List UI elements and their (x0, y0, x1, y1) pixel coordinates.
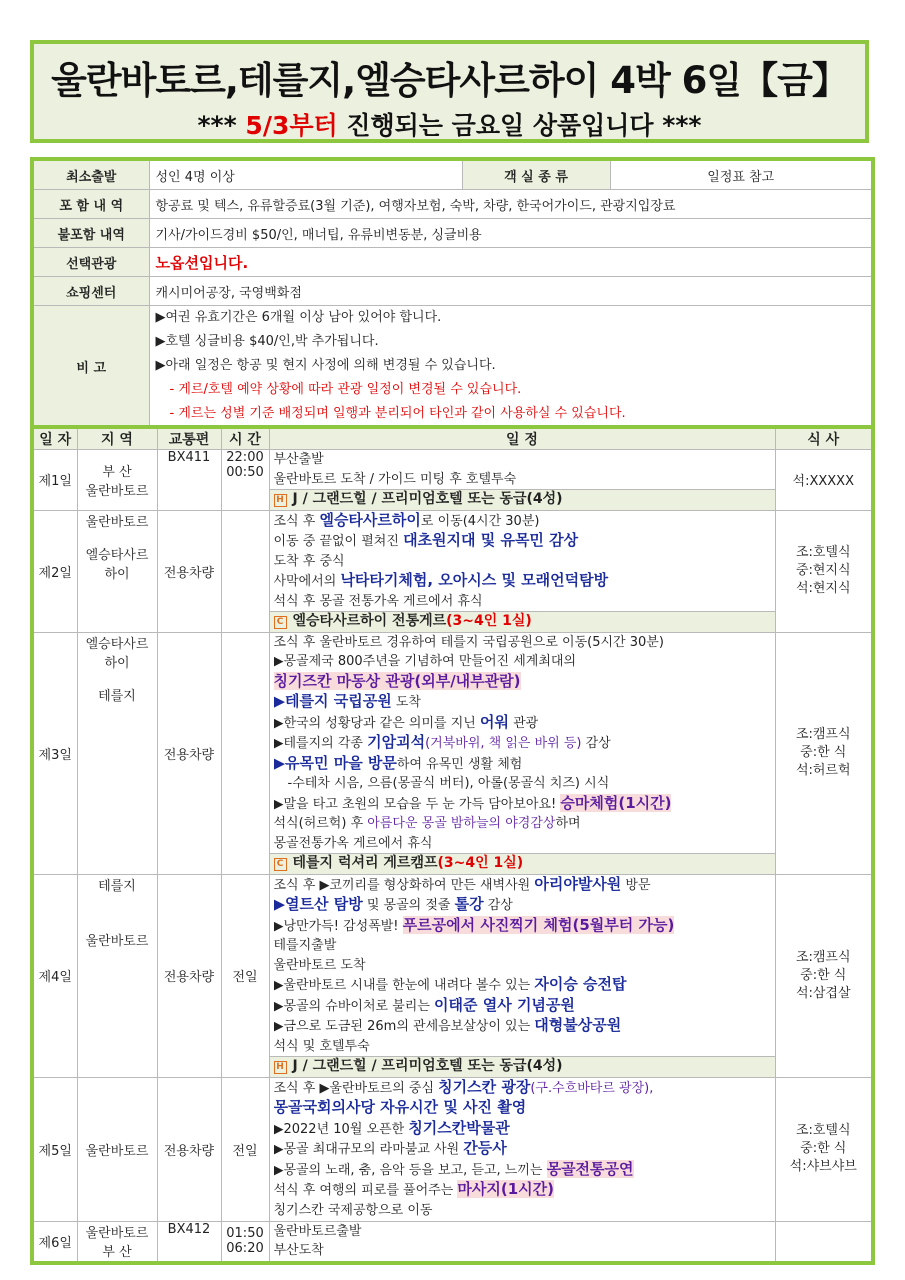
text: 감상 (483, 898, 513, 913)
transport: BX411 (157, 450, 221, 511)
note-item: ▶여권 유효기간은 6개월 이상 남아 있어야 합니다. (155, 310, 442, 325)
day-label: 제1일 (32, 450, 77, 511)
note-item-warning: - 게르/호텔 예약 상황에 따라 관광 일정이 변경될 수 있습니다. (169, 382, 522, 397)
meal-line: 석:현지식 (795, 581, 851, 596)
meal-line: 중:한 식 (800, 1141, 847, 1156)
day-row-5 (32, 1077, 873, 1221)
text: 이동 중 끝없이 펼쳐진 (273, 534, 404, 549)
day-label: 제4일 (32, 874, 77, 1077)
optional-tour-value: 노옵션입니다. (149, 248, 873, 277)
notes-row (32, 306, 873, 429)
schedule-line: 울란바토르출발 (273, 1223, 362, 1239)
meals (775, 632, 873, 874)
day-label: 제2일 (32, 510, 77, 632)
meal-line: 중:한 식 (800, 745, 847, 760)
text: 사막에서의 (273, 574, 341, 589)
region (77, 874, 157, 1077)
accommodation-line (270, 1056, 775, 1077)
excluded-row (32, 219, 873, 248)
schedule-line (274, 895, 775, 916)
schedule-detail (269, 632, 775, 874)
schedule-line (274, 1180, 775, 1201)
col-header-time: 시 간 (221, 427, 269, 450)
text: 석식(허르헉) 후 (273, 816, 368, 831)
region: 울란바토르 (77, 1077, 157, 1221)
day-row-1 (32, 450, 873, 511)
min-departure-label: 최소출발 (32, 159, 149, 190)
room-type-label: 객 실 종 류 (462, 159, 610, 190)
schedule-line: 석식 후 몽골 전통가옥 게르에서 휴식 (273, 593, 483, 609)
note-text: 아름다운 몽골 밤하늘의 야경감상 (367, 816, 556, 831)
highlight-text: 푸르공에서 사진찍기 체험(5월부터 가능) (402, 915, 675, 934)
schedule-line (274, 713, 775, 734)
schedule-line: 울란바토르 도착 / 가이드 미팅 후 호텔투숙 (273, 471, 517, 487)
highlight-text: 몽골국회의사당 자유시간 및 사진 촬영 (273, 1098, 527, 1116)
col-header-transport: 교통편 (157, 427, 221, 450)
itinerary-table (30, 425, 875, 1265)
region-line: 하이 (104, 566, 130, 582)
text: ▶한국의 성황당과 같은 의미를 지닌 (273, 715, 480, 731)
col-header-region: 지 역 (77, 427, 157, 450)
text: ▶몽골의 노래, 춤, 음악 등을 보고, 듣고, 느끼는 (273, 1162, 547, 1178)
schedule-detail (269, 1077, 775, 1221)
subtitle-prefix: *** (197, 111, 246, 140)
highlight-text: 아리야발사원 (534, 874, 622, 893)
highlight-text: 톨강 (454, 895, 484, 913)
region (77, 450, 157, 511)
highlight-text: 낙타타기체험, 오아시스 및 모래언덕탐방 (340, 571, 609, 589)
day-label: 제6일 (32, 1221, 77, 1263)
region-line: 하이 (104, 655, 130, 671)
time (221, 632, 269, 874)
text: 관광 (508, 715, 539, 731)
schedule-detail (269, 1221, 775, 1263)
text: 로 이동(4시간 30분) (420, 513, 540, 529)
schedule-detail (269, 450, 775, 511)
region-line: 부 산 (102, 464, 132, 480)
schedule-line (274, 1078, 775, 1099)
transport: 전용차량 (157, 632, 221, 874)
schedule-line (274, 754, 775, 775)
highlight-text: 승마체험(1시간) (560, 793, 672, 812)
schedule-line (274, 916, 775, 937)
room-type-value: 일정표 참고 (610, 159, 873, 190)
time-line: 22:00 (226, 450, 264, 465)
schedule-line (274, 733, 775, 754)
day-row-6 (32, 1221, 873, 1263)
included-value: 항공료 및 텍스, 유류할증료(3월 기준), 여행자보험, 숙박, 차량, 한국어가이드, 관광지입장료 (149, 190, 873, 219)
highlight-text: 어워 (479, 712, 509, 731)
text: 하여 유목민 생활 체험 (396, 756, 523, 772)
text: 도착 (391, 695, 421, 710)
schedule-line: ▶몽골제국 800주년을 기념하여 만들어진 세계최대의 (273, 654, 577, 669)
schedule-line: 부산출발 (273, 452, 324, 467)
text: 하며 (555, 816, 581, 831)
schedule-line: 울란바토르 도착 (273, 957, 366, 973)
schedule-line (274, 1016, 775, 1037)
highlight-text: 칭기스칸 광장 (438, 1077, 531, 1096)
accommodation-text: J / 그랜드힐 / 프리미엄호텔 또는 동급(4성) (292, 1058, 563, 1074)
text: ▶테를지의 각종 (273, 736, 368, 751)
meals (775, 510, 873, 632)
highlight-text: 엘승타사르하이 (319, 510, 421, 529)
time (221, 510, 269, 632)
text: 방문 (621, 877, 651, 893)
info-table (30, 157, 875, 430)
time: 전일 (221, 874, 269, 1077)
highlight-text: 몽골전통공연 (546, 1159, 634, 1178)
region-line: 울란바토르 (85, 1226, 149, 1241)
day-label: 제3일 (32, 632, 77, 874)
schedule-line: 부산도착 (273, 1243, 324, 1258)
accommodation-text: J / 그랜드힐 / 프리미엄호텔 또는 동급(4성) (292, 491, 563, 507)
camp-icon: C (274, 616, 287, 629)
region (77, 1221, 157, 1263)
excluded-label: 불포함 내역 (32, 219, 149, 248)
text: ▶금으로 도금된 26m의 관세음보살상이 있는 (273, 1019, 535, 1034)
text: 조식 후 (273, 513, 320, 529)
page-title: 울란바토르,테를지,엘승타사르하이 4박 6일【금】 (51, 59, 848, 102)
text: ▶몽골 최대규모의 라마불교 사원 (273, 1142, 464, 1157)
shopping-row (32, 277, 873, 306)
schedule-line: -수테차 시음, 으름(몽골식 버터), 아롤(몽골식 치즈) 시식 (287, 776, 610, 791)
text: ▶2022년 10월 오픈한 (273, 1121, 409, 1137)
region-line: 울란바토르 (85, 933, 149, 949)
highlight-text: 마사지(1시간) (457, 1180, 555, 1198)
included-label: 포 함 내 역 (32, 190, 149, 219)
meals (775, 1077, 873, 1221)
room-note: (3~4인 1실) (446, 613, 532, 629)
region (77, 632, 157, 874)
title-banner (30, 40, 869, 143)
region (77, 510, 157, 632)
day-row-2 (32, 510, 873, 632)
accommodation-text: 엘승타사르하이 전통게르 (292, 613, 447, 629)
highlight-text: ▶테를지 국립공원 (273, 692, 392, 710)
region-line: 부 산 (102, 1245, 132, 1260)
schedule-line: 조식 후 울란바토르 경유하여 테를지 국립공원으로 이동(5시간 30분) (273, 634, 664, 650)
highlight-text: 자이승 승전탑 (534, 975, 627, 993)
accommodation-line (270, 489, 775, 510)
schedule-line (274, 1139, 775, 1160)
page-subtitle (34, 106, 865, 142)
text: ▶울란바토르 시내를 한눈에 내려다 볼수 있는 (273, 978, 535, 993)
text: 석식 후 여행의 피로를 풀어주는 (273, 1183, 458, 1198)
shopping-label: 쇼핑센터 (32, 277, 149, 306)
day-label: 제5일 (32, 1077, 77, 1221)
schedule-line: 석식 및 호텔투숙 (273, 1038, 370, 1054)
meal-line: 석:삼겹살 (795, 985, 851, 1001)
meal-line: 석:샤브샤브 (789, 1159, 857, 1174)
highlight-text: 기암괴석 (367, 733, 426, 751)
schedule-line (274, 794, 775, 815)
highlight-text: 칭기즈칸 마동상 관광(외부/내부관람) (273, 671, 521, 690)
region-line: 울란바토르 (85, 514, 149, 530)
text: 조식 후 ▶울란바토르의 중심 (273, 1080, 439, 1096)
excluded-value: 기사/가이드경비 $50/인, 매너팁, 유류비변동분, 싱글비용 (149, 219, 873, 248)
meal-line: 조:캠프식 (795, 949, 851, 965)
schedule-line: 테를지출발 (273, 938, 337, 953)
time (221, 1221, 269, 1263)
schedule-line (274, 672, 775, 693)
notes-list (149, 306, 873, 429)
region-line: 울란바토르 (85, 483, 149, 499)
itinerary-header-row (32, 427, 873, 450)
col-header-day: 일 자 (32, 427, 77, 450)
min-departure-value: 성인 4명 이상 (149, 159, 462, 190)
schedule-line (274, 996, 775, 1017)
text: 조식 후 ▶코끼리를 형상화하여 만든 새벽사원 (273, 877, 535, 893)
col-header-meals: 식 사 (775, 427, 873, 450)
col-header-schedule: 일 정 (269, 427, 775, 450)
included-row (32, 190, 873, 219)
shopping-value: 캐시미어공장, 국영백화점 (149, 277, 873, 306)
highlight-text: 칭기스칸박물관 (408, 1118, 510, 1137)
optional-tour-label: 선택관광 (32, 248, 149, 277)
transport: 전용차량 (157, 1077, 221, 1221)
accommodation-line (270, 611, 775, 632)
schedule-line (274, 875, 775, 896)
schedule-line (274, 571, 775, 592)
highlight-text: 이태준 열사 기념공원 (434, 995, 575, 1014)
text: 감상 (581, 736, 611, 751)
optional-tour-row (32, 248, 873, 277)
schedule-line (274, 692, 775, 713)
time: 전일 (221, 1077, 269, 1221)
note-item: ▶호텔 싱글비용 $40/인,박 추가됩니다. (155, 334, 379, 349)
region-line: 테를지 (98, 878, 136, 894)
accommodation-line (270, 853, 775, 874)
text: ▶말을 타고 초원의 모습을 두 눈 가득 담아보아요! (273, 796, 561, 812)
subtitle-suffix: 진행되는 금요일 상품입니다 *** (337, 111, 702, 140)
highlight-text: 대형불상공원 (534, 1016, 622, 1034)
text: 및 몽골의 젖줄 (362, 898, 455, 913)
camp-icon: C (274, 858, 287, 871)
schedule-line (274, 1119, 775, 1140)
meal-line: 조:호텔식 (795, 1123, 851, 1138)
time (221, 450, 269, 511)
region-line: 엘승타사르 (85, 547, 149, 563)
schedule-line: 칭기스칸 국제공항으로 이동 (273, 1202, 433, 1218)
note-text: (거북바위, 책 읽은 바위 등) (425, 736, 582, 751)
room-note: (3~4인 1실) (437, 855, 524, 871)
region-line: 엘승타사르 (85, 636, 149, 652)
note-text: (구.수흐바타르 광장), (530, 1080, 654, 1096)
schedule-line (274, 1098, 775, 1119)
meal-line: 조:캠프식 (795, 727, 851, 742)
note-item-warning: - 게르는 성별 기준 배정되며 일행과 분리되어 타인과 같이 사용하실 수 있습니다. (169, 406, 626, 421)
meal-line: 석:허르헉 (795, 763, 851, 778)
time-line: 01:50 (226, 1226, 264, 1241)
highlight-text: 간등사 (463, 1139, 507, 1157)
text: ▶몽골의 슈바이처로 불리는 (273, 998, 435, 1014)
note-item: ▶아래 일정은 항공 및 현지 사정에 의해 변경될 수 있습니다. (155, 358, 496, 373)
highlight-text: 대초원지대 및 유목민 감상 (403, 531, 579, 549)
subtitle-date: 5/3부터 (245, 111, 338, 140)
text: ▶낭만가득! 감성폭발! (273, 918, 403, 934)
transport: 전용차량 (157, 510, 221, 632)
schedule-detail (269, 874, 775, 1077)
hotel-icon: H (274, 494, 287, 507)
schedule-line (274, 975, 775, 996)
day-row-4 (32, 874, 873, 1077)
meal-line: 조:호텔식 (795, 545, 851, 560)
meals (775, 874, 873, 1077)
accommodation-text: 테를지 럭셔리 게르캠프 (292, 855, 438, 871)
day-row-3 (32, 632, 873, 874)
min-departure-row (32, 159, 873, 190)
meals (775, 1221, 873, 1263)
meal-line: 중:한 식 (800, 967, 847, 983)
notes-label: 비 고 (32, 306, 149, 429)
region-line: 테를지 (98, 688, 136, 704)
schedule-line (274, 511, 775, 532)
schedule-detail (269, 510, 775, 632)
schedule-line: 도착 후 중식 (273, 553, 345, 569)
highlight-text: ▶열트산 탐방 (273, 895, 363, 913)
time-line: 00:50 (226, 465, 264, 480)
meals: 석:XXXXX (775, 450, 873, 511)
highlight-text: ▶유목민 마을 방문 (273, 753, 397, 772)
transport: BX412 (157, 1221, 221, 1263)
time-line: 06:20 (226, 1241, 264, 1256)
transport: 전용차량 (157, 874, 221, 1077)
meal-line: 중:현지식 (795, 563, 851, 578)
schedule-line: 몽골전통가옥 게르에서 휴식 (273, 835, 433, 851)
hotel-icon: H (274, 1061, 287, 1074)
schedule-line (274, 814, 775, 834)
schedule-line (274, 531, 775, 552)
schedule-line (274, 1160, 775, 1181)
